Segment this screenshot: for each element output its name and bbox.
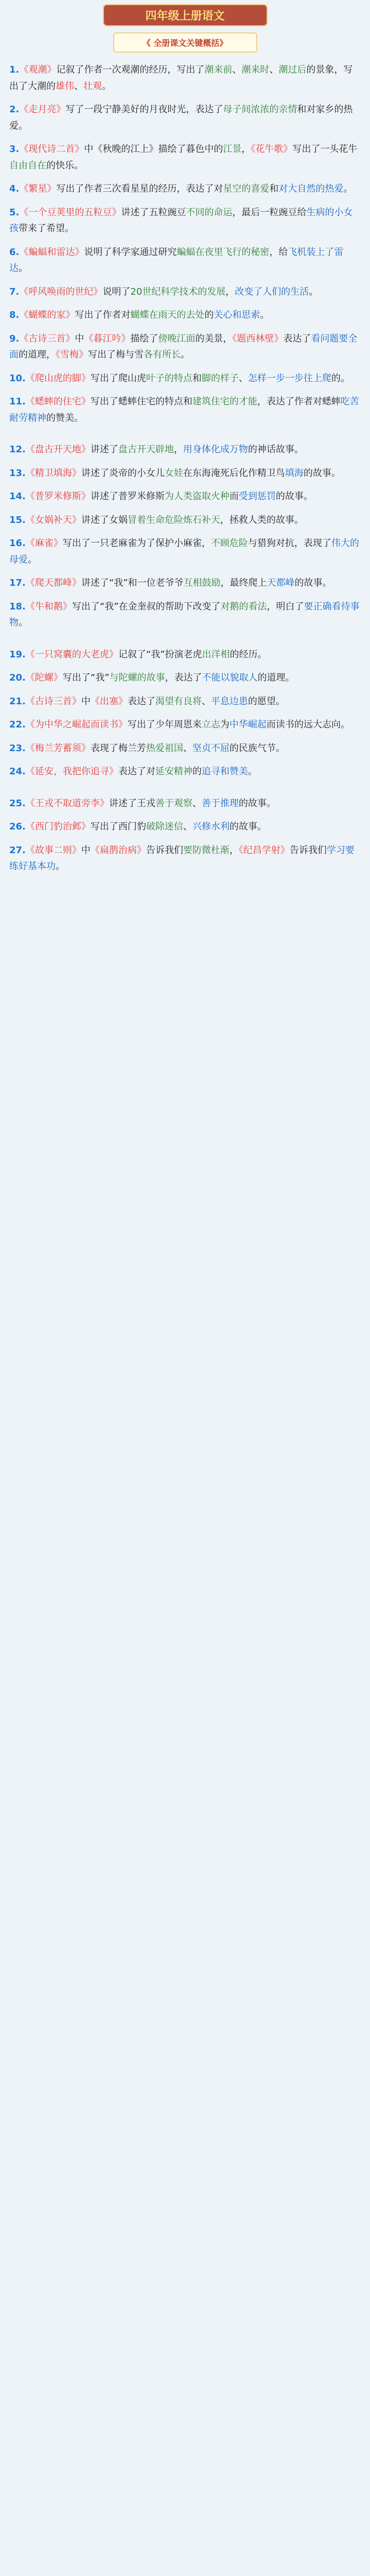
item-text: ， [229,844,239,856]
item-text: 的故事。 [275,491,313,502]
item-number: 4. [9,183,20,194]
item-text: 兴修水利 [192,821,230,832]
item-text: 自由自在 [9,160,46,171]
item-text: 天都峰 [267,578,295,588]
summary-item [9,717,361,733]
item-text: 写出了作者对 [75,310,131,320]
item-text: 在东海淹死后化作精卫鸟 [183,467,285,479]
item-text: 的愿望。 [248,696,285,707]
item-text: 坚贞不屈 [192,742,230,754]
item-text: 的景象，写出了大潮的 [9,64,353,92]
item-number: 11. [9,396,26,407]
item-text: 。 [181,349,190,360]
item-text: 母子间浓浓的亲情 [223,104,297,115]
item-number: 26. [9,821,26,832]
item-text: 。 [309,286,319,297]
summary-item [9,764,361,780]
item-text: 告诉我们 [289,844,327,856]
item-text: 看问题要全面 [9,333,358,360]
item-text: 《麻雀》 [25,538,63,549]
summary-item [9,512,361,529]
summary-item [9,465,361,482]
item-text: 盘古开天辟地 [118,444,174,455]
item-text: 写出了爬山虎 [90,372,146,384]
item-text: 写出了作者三次看星星的经历，表达了对 [56,183,223,194]
item-number: 12. [9,444,26,455]
item-text: 不能以貌取人 [202,672,258,683]
item-text: ，明白了 [267,601,304,612]
summary-item [9,670,361,686]
item-text: 《盘古开天地》 [25,444,91,455]
item-text: 的美景， [195,333,233,344]
summary-item [9,693,361,710]
item-text: 说明了 [102,286,131,297]
item-text: 写出了“我”在金奎叔的帮助下改变了 [72,601,221,612]
item-text: 填海 [285,467,304,479]
item-text: 要防微杜渐 [183,844,230,856]
summary-item [9,819,361,835]
section-gap [9,433,361,442]
item-text: 表现了梅兰芳 [90,742,146,754]
item-number: 18. [9,601,26,612]
item-number: 27. [9,844,26,856]
item-text: 表达了 [127,696,155,707]
item-text: 《纪昌学射》 [238,844,290,856]
item-text: ，最终爬上 [220,578,267,588]
item-number: 7. [9,286,20,297]
item-text: ， [173,444,183,455]
summary-item [9,394,361,426]
item-text: 为 [220,719,230,730]
item-text: 。 [260,310,270,320]
item-text: 不顾危险 [210,538,248,549]
section-gap [9,638,361,647]
item-text: 不同的命运 [186,207,233,218]
item-text: 《王戎不取道旁李》 [25,798,109,809]
item-text: 《陀螺》 [25,672,63,683]
item-text: 冒着生命危险炼石补天 [127,514,220,526]
summary-item [9,599,361,631]
item-text: 学习要练好基本功 [9,844,355,872]
item-text: 《西门豹治邺》 [25,821,91,832]
item-number: 8. [9,310,20,320]
item-text: 《梅兰芳蓄须》 [25,742,91,754]
item-text: 《现代诗二首》 [19,144,84,155]
item-text: 伟大的母爱 [9,538,359,565]
summary-item [9,307,361,324]
item-text: 热爱祖国 [146,742,183,754]
item-text: 、 [232,64,242,75]
item-text: 江景 [223,144,242,155]
item-text: 写出了少年周恩来 [127,719,202,730]
item-text: 吃苦耐劳精神 [9,396,359,423]
item-text: 表达了 [283,333,311,344]
item-number: 23. [9,742,26,754]
item-text: 讲述了普罗米修斯 [90,491,165,502]
item-text: 写出了蟋蟀住宅的特点和 [90,396,192,407]
item-text: 《观潮》 [19,64,57,75]
item-text: 潮过后 [278,64,307,75]
item-text: 20世纪科学技术的发展 [130,286,226,297]
item-text: 怎样一步一步往上爬 [248,372,331,384]
item-text: 《雪梅》 [56,349,88,360]
item-text: 说明了科学家通过研究 [84,246,177,258]
item-text: 与陀螺的故事 [109,672,165,683]
section-gap [9,787,361,795]
item-text: 壮观 [83,80,102,92]
item-text: ，表达了作者对蟋蟀 [257,396,341,407]
item-text: 写了一段宁静美好的月夜时光，表达了 [65,104,223,115]
item-text: 而读书的远大志向。 [266,719,350,730]
item-text: 的 [204,310,214,320]
item-text: 、 [183,821,192,832]
item-text: 建筑住宅的才能 [192,396,257,407]
item-text: 《普罗米修斯》 [25,491,91,502]
item-text: 中 [81,696,91,707]
item-text: 延安精神 [155,766,192,777]
item-text: 立志 [201,719,220,730]
item-text: 写出了梅与雪 [88,349,144,360]
item-text: 的故事。 [303,467,341,479]
item-text: 平息边患 [210,696,248,707]
item-number: 5. [9,207,20,218]
item-text: 脚的样子 [201,372,239,384]
item-text: ，表达了 [165,672,202,683]
item-text: 蝴蝶在雨天的去处 [130,310,205,320]
item-number: 19. [9,649,26,660]
summary-item [9,284,361,300]
item-text: 的故事。 [229,821,267,832]
item-text: 。 [102,80,111,92]
item-text: 与猎狗对抗，表现了 [248,538,331,549]
item-text: 《蟋蟀的住宅》 [25,396,91,407]
item-text: 出洋相 [202,649,230,660]
item-text: 中 [81,844,91,856]
summary-item [9,141,361,174]
summary-list [9,62,361,875]
item-text: 《花牛歌》 [251,144,293,155]
item-text: 《一只窝囊的大老虎》 [25,649,118,660]
item-text: 、 [201,696,211,707]
item-number: 15. [9,514,26,526]
summary-item [9,488,361,505]
item-text: 生病的小女孩 [9,207,353,234]
item-text: 互相鼓励 [183,578,221,588]
item-text: 的道理。 [257,672,295,683]
item-text: 的经历。 [230,649,267,660]
item-text: 。 [19,617,28,628]
item-text: 讲述了王戎 [109,798,155,809]
item-text: ，最后一粒豌豆给 [232,207,307,218]
item-text: 的 [192,766,202,777]
item-text: 写出了一头花牛 [292,144,358,155]
item-text: 雄伟 [56,80,74,92]
item-text: 《古诗三首》 [25,696,81,707]
summary-subheader [113,32,257,53]
item-text: 星空的喜爱 [223,183,270,194]
item-text: 《牛和鹅》 [25,601,72,612]
item-number: 1. [9,64,20,75]
item-text: 讲述了炎帝的小女儿 [81,467,165,479]
item-text: 各有所长 [144,349,181,360]
item-text: 讲述了女娲 [81,514,128,526]
item-text: 讲述了五粒豌豆 [121,207,186,218]
item-text: 的神话故事。 [248,444,304,455]
item-text: 和 [192,372,202,384]
item-text: 《繁星》 [19,183,57,194]
item-number: 21. [9,696,26,707]
item-text: 的赞美。 [46,412,83,423]
grade-title-badge [103,4,268,26]
item-text: 《爬山虎的脚》 [25,372,91,384]
item-text: 表达了对 [118,766,155,777]
item-number: 16. [9,538,26,549]
summary-item [9,101,361,134]
item-number: 3. [9,144,20,155]
item-text: 写出了“我” [62,672,110,683]
item-text: 《题西林壁》 [232,333,284,344]
item-number: 24. [9,766,26,777]
item-text: 女娃 [164,467,183,479]
item-text: 追寻和赞美 [201,766,248,777]
item-text: 。 [248,766,257,777]
item-text: 《爬天都峰》 [25,578,81,588]
item-text: 、 [192,798,202,809]
item-number: 6. [9,246,20,258]
item-text: 、 [74,80,83,92]
item-text: ，拯救人类的故事。 [220,514,304,526]
item-text: 对大自然的热爱 [278,183,344,194]
item-text: 对鹅的看法 [220,601,267,612]
summary-item [9,795,361,812]
item-text: 写出了西门豹 [90,821,146,832]
item-text: 。 [343,183,353,194]
item-text: 和 [269,183,279,194]
item-text: 《呼风唤雨的世纪》 [19,286,103,297]
item-text: 善于观察 [155,798,192,809]
item-number: 20. [9,672,26,683]
item-text: 而 [229,491,239,502]
item-text: 《出塞》 [90,696,128,707]
item-text: 《精卫填海》 [25,467,81,479]
item-text: 破除迷信 [146,821,183,832]
item-text: 写出了一只老麻雀为了保护小麻雀， [62,538,211,549]
item-text: 善于推理 [201,798,239,809]
item-text: 记叙了“我”扮演老虎 [118,649,202,660]
item-text: 。 [56,861,65,872]
item-text: ， [225,286,235,297]
item-text: 改变了人们的生活 [235,286,309,297]
item-text: 《为中华之崛起而读书》 [25,719,128,730]
item-text: 描绘了 [130,333,158,344]
item-text: ， [241,144,251,155]
item-text: 的。 [331,372,350,384]
item-text: 、 [269,64,279,75]
summary-item [9,535,361,568]
item-text: 潮来前 [204,64,233,75]
item-text: 、 [183,742,192,754]
item-text: 关心和思索 [214,310,260,320]
summary-item [9,442,361,458]
item-text: 记叙了作者一次观潮的经历，写出了 [56,64,205,75]
summary-item [9,740,361,757]
item-text: 中华崛起 [229,719,267,730]
item-text: 、 [238,372,248,384]
item-text: 飞机装上了雷达 [9,246,344,274]
summary-item [9,205,361,237]
item-number: 25. [9,798,26,809]
summary-subheader-text: 《 全册课文关键概括》 [142,38,228,48]
item-text: 受到惩罚 [238,491,276,502]
item-text: 告诉我们 [146,844,183,856]
item-text: 的民族气节。 [229,742,285,754]
item-text: 为人类盗取火种 [164,491,230,502]
summary-item [9,331,361,363]
item-text: 。 [28,554,37,565]
item-text: 的快乐。 [46,160,83,171]
item-text: 和对家乡的热爱。 [9,104,353,131]
item-text: 潮来时 [241,64,270,75]
item-text: 《女娲补天》 [25,514,81,526]
item-text: 中《秋晚的江上》描绘了暮色中的 [84,144,223,155]
item-text: 的故事。 [238,798,276,809]
item-text: 《暮江吟》 [84,333,131,344]
item-number: 14. [9,491,26,502]
item-text: 《蝙蝠和雷达》 [19,246,84,258]
item-number: 10. [9,372,26,384]
item-text: 。 [19,263,28,274]
item-text: 叶子的特点 [146,372,192,384]
item-text: 用身体化成万物 [183,444,248,455]
item-text: 《延安，我把你追寻》 [25,766,118,777]
item-text: 《一个豆荚里的五粒豆》 [19,207,121,218]
item-text: 傍晚江面 [158,333,196,344]
summary-item [9,842,361,875]
item-text: 中 [75,333,84,344]
grade-title-text: 四年级上册语文 [145,10,225,23]
item-text: 的道理， [19,349,56,360]
item-number: 2. [9,104,20,115]
item-number: 9. [9,333,20,344]
item-text: ，给 [269,246,288,258]
item-number: 17. [9,578,26,588]
item-text: 《走月亮》 [19,104,66,115]
summary-item [9,370,361,387]
item-text: 的故事。 [294,578,332,588]
item-number: 22. [9,719,26,730]
item-text: 《蝴蝶的家》 [19,310,75,320]
item-text: 讲述了“我”和一位老爷爷 [81,578,184,588]
item-text: 要正确看待事物 [9,601,360,628]
summary-item [9,181,361,197]
item-text: 蝙蝠在夜里飞行的秘密 [177,246,270,258]
summary-item [9,647,361,663]
summary-item [9,62,361,94]
summary-item [9,244,361,277]
item-text: 《扁鹊治病》 [90,844,146,856]
document-page [0,4,370,2576]
item-number: 13. [9,467,26,479]
item-text: 渴望有良将 [155,696,202,707]
item-text: 《古诗三首》 [19,333,75,344]
item-text: 《故事二则》 [25,844,81,856]
summary-item [9,575,361,591]
item-text: 带来了希望。 [19,223,74,234]
item-text: 讲述了 [90,444,118,455]
